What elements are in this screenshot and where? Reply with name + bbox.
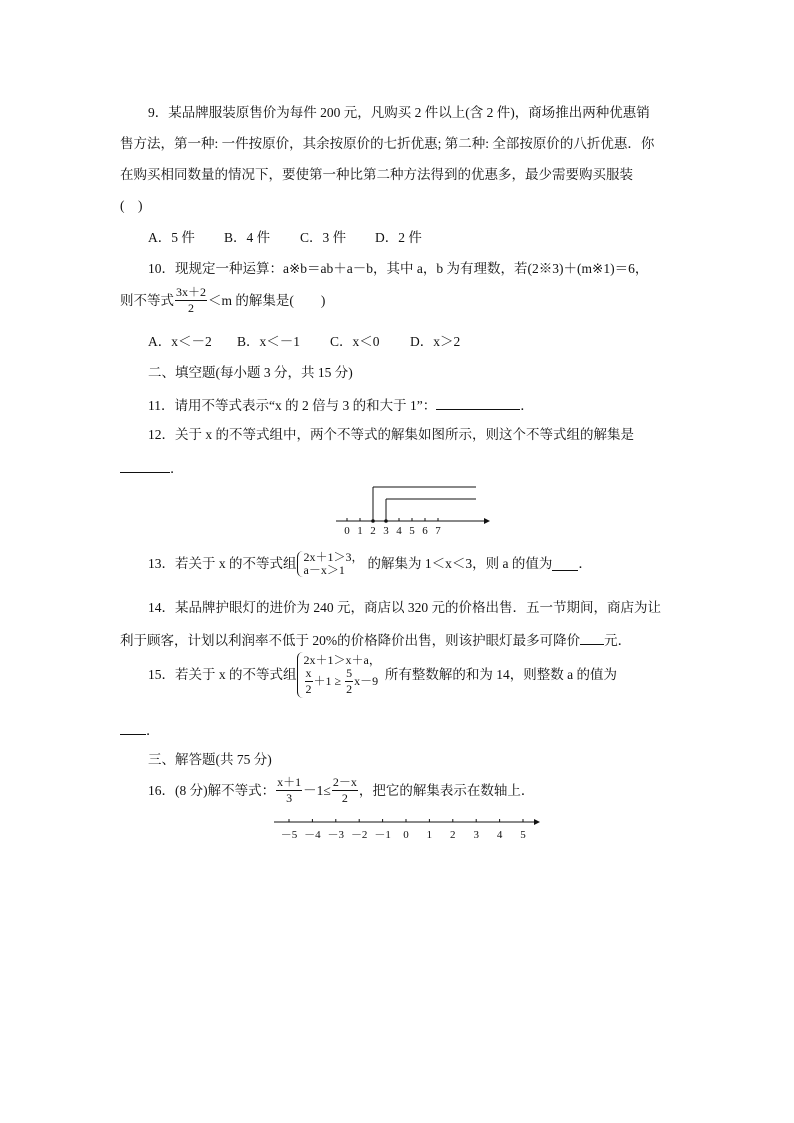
q12-ray2-point: [384, 519, 388, 523]
q14-line1: 14．某品牌护眼灯的进价为 240 元，商店以 320 元的价格出售．五一节期间，商店为让: [148, 600, 661, 615]
q12-line2: [120, 460, 184, 476]
q10-line1: 10．现规定一种运算：a※b＝ab＋a－b，其中 a，b 为有理数，若(2※3)＋(m※1)＝6，: [148, 261, 649, 276]
q12-line1: 12．关于 x 的不等式组中，两个不等式的解集如图所示，则这个不等式组的解集是: [148, 427, 634, 442]
q15-suffix: 所有整数解的和为 14，则整数 a 的值为: [384, 667, 617, 683]
q10-prefix: 则不等式: [120, 292, 174, 308]
section-fill-in-heading: 二、填空题(每小题 3 分，共 15 分): [148, 365, 353, 380]
q16-axis-tick-label: －4: [304, 829, 321, 841]
q9-option-b: B．4 件: [224, 230, 271, 245]
q13-end: ．: [578, 556, 592, 572]
q16-frac1-den: 3: [286, 791, 293, 805]
q15-line: [148, 652, 617, 698]
q14-end: 元．: [604, 633, 632, 648]
q16-axis-arrow: [534, 819, 540, 825]
q15-prefix: 15．若关于 x 的不等式组: [148, 667, 297, 683]
q12-axis-tick-label: 7: [435, 525, 441, 537]
q16-axis-tick-label: 4: [496, 829, 503, 841]
q10-frac-numerator: 3x＋2: [176, 285, 207, 299]
q15-frac-5-over-2: [345, 667, 353, 696]
q12-ray1-point: [371, 519, 375, 523]
q16-mid: －1≤: [303, 782, 331, 798]
q11-answer-blank[interactable]: [436, 397, 520, 410]
q14-line2: [120, 632, 631, 648]
q14-line2-text: 利于顾客，计划以利润率不低于 20%的价格降价出售，则该护眼灯最多可降价: [120, 633, 581, 648]
q13-prefix: 13．若关于 x 的不等式组: [148, 556, 297, 572]
q16-fraction-right: [332, 776, 358, 805]
q12-number-line-figure: [334, 484, 494, 540]
q13-sys-line1: 2x＋1＞3，: [303, 550, 364, 564]
q16-number-line: [272, 816, 548, 846]
q9-answer-paren: ( ): [120, 198, 143, 213]
section-solve-heading: 三、解答题(共 75 分): [148, 752, 272, 767]
q13-suffix: 的解集为 1＜x＜3，则 a 的值为: [367, 556, 553, 572]
q16-axis-tick-label: －5: [280, 829, 298, 841]
q15-frac1-num: x: [305, 666, 312, 680]
q12-axis-tick-label: 4: [396, 525, 402, 537]
q10-option-a: A．x＜－2: [148, 334, 212, 349]
q12-axis-tick-label: 0: [344, 525, 350, 537]
q16-frac2-den: 2: [341, 791, 348, 805]
q12-axis-tick-label: 6: [422, 525, 428, 537]
q15-frac2-den: 2: [346, 682, 353, 696]
q9-line1: 9．某品牌服装原售价为每件 200 元，凡购买 2 件以上(含 2 件)，商场推出两种优惠销: [148, 105, 650, 120]
q10-fraction: [175, 286, 207, 315]
q16-line: [148, 776, 534, 805]
q9-option-a: A．5 件: [148, 230, 195, 245]
q12-answer-blank[interactable]: [120, 460, 170, 473]
q16-frac1-num: x＋1: [277, 775, 302, 789]
q16-axis-tick-label: 2: [450, 829, 456, 841]
q15-frac1-den: 2: [305, 682, 312, 696]
q10-frac-denominator: 2: [188, 301, 194, 315]
q10-suffix: ＜m 的解集是( ): [208, 292, 326, 308]
q9-option-d: D．2 件: [375, 230, 422, 245]
q12-axis-tick-label: 5: [409, 525, 415, 537]
q16-axis-tick-label: 5: [520, 829, 526, 841]
q16-axis-tick-label: 3: [473, 829, 479, 841]
q10-option-b: B．x＜－1: [237, 334, 301, 349]
q13-sys-line2: a－x＞1: [303, 563, 345, 577]
q16-axis-tick-label: 1: [426, 829, 433, 841]
q15-end: ．: [146, 723, 160, 738]
q15-line2: [120, 722, 160, 738]
q16-axis-tick-label: －3: [327, 829, 345, 841]
q16-suffix: ，把它的解集表示在数轴上．: [358, 782, 535, 798]
q10-option-d: D．x＞2: [410, 334, 461, 349]
q15-frac2-num: 5: [346, 666, 353, 680]
q10-line2: [120, 286, 325, 315]
q16-prefix: 16．(8 分)解不等式：: [148, 782, 276, 798]
q11-line: [148, 397, 534, 413]
q9-line2: 售方法，第一种: 一件按原价，其余按原价的七折优惠; 第二种: 全部按原价的八折优惠．你: [120, 136, 655, 151]
q12-axis-tick-label: 2: [370, 525, 376, 537]
q16-fraction-left: [276, 776, 302, 805]
q16-axis-tick-label: －1: [374, 829, 391, 841]
q15-sys2-end: x－9: [354, 674, 379, 688]
q15-frac-x-over-2: [305, 667, 313, 696]
q16-frac2-num: 2－x: [332, 775, 357, 789]
q13-line: [148, 551, 592, 577]
q15-inequality-system: [297, 652, 381, 698]
q12-axis-tick-label: 3: [383, 525, 389, 537]
q9-line3: 在购买相同数量的情况下，要使第一种比第二种方法得到的优惠多，最少需要购买服装: [120, 167, 633, 182]
q13-inequality-system: [297, 551, 364, 577]
q12-axis-tick-label: 1: [357, 525, 363, 537]
q16-axis-tick-label: －2: [350, 829, 368, 841]
q16-axis-tick-label: 0: [403, 829, 409, 841]
q11-text: 11．请用不等式表示“x 的 2 倍与 3 的和大于 1”：: [148, 398, 437, 413]
q15-answer-blank[interactable]: [120, 722, 146, 735]
q12-end: ．: [170, 461, 184, 476]
q10-option-c: C．x＜0: [330, 334, 380, 349]
q11-end: ．: [520, 398, 534, 413]
q15-sys2-mid: ＋1 ≥: [313, 674, 342, 688]
q12-axis-arrow: [484, 518, 490, 524]
q13-answer-blank[interactable]: [552, 558, 578, 571]
q14-answer-blank[interactable]: [580, 632, 604, 645]
q15-sys-line1: 2x＋1＞x＋a，: [303, 653, 381, 667]
q15-sys-line2: [304, 667, 381, 696]
q9-option-c: C．3 件: [300, 230, 347, 245]
